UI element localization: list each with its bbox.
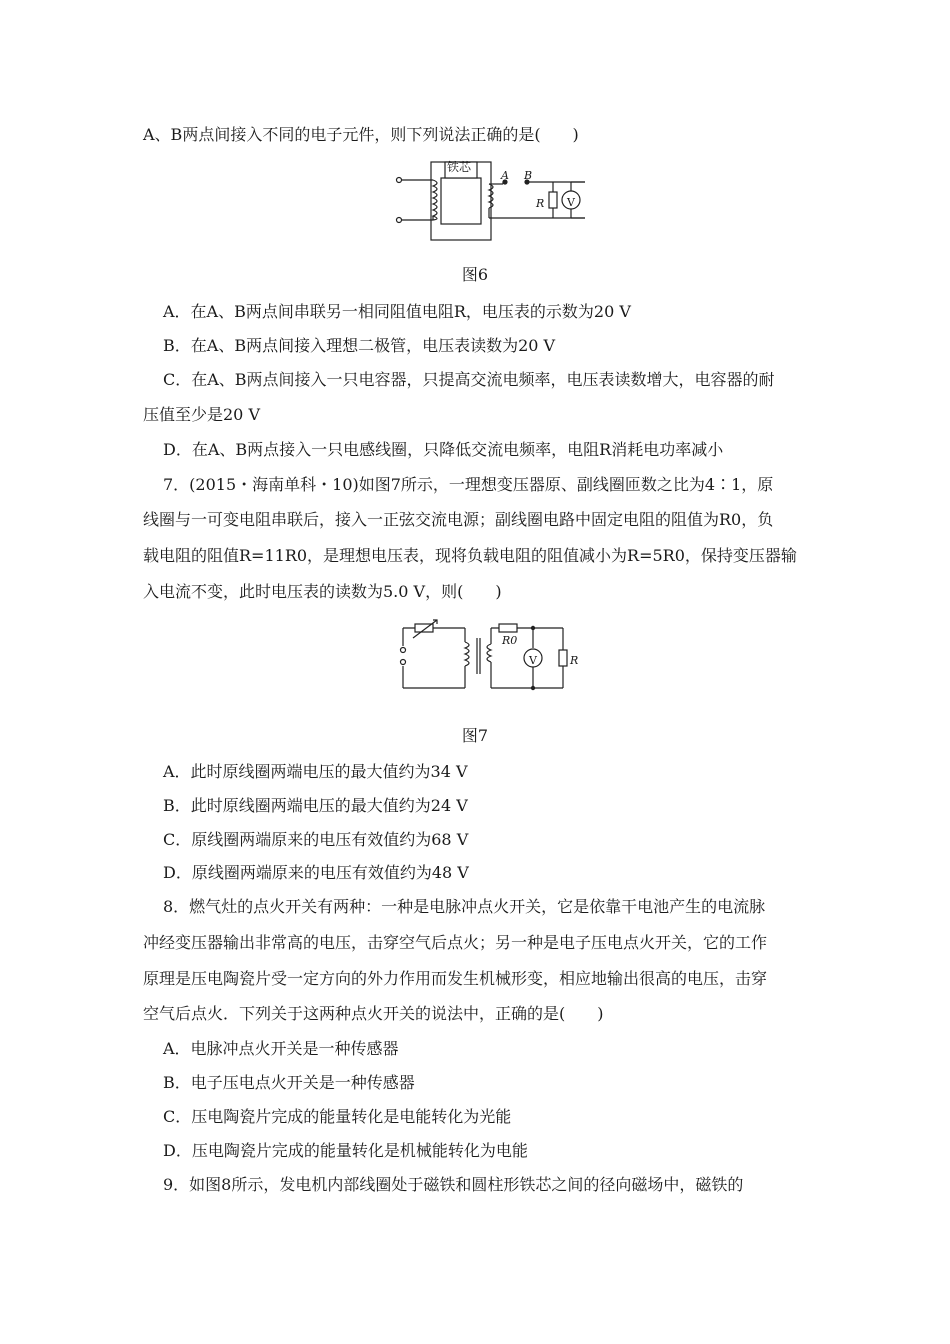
q6-option-d: D．在A、B两点接入一只电感线圈，只降低交流电频率，电阻R消耗电功率减小 bbox=[163, 440, 724, 459]
load-r-label: R bbox=[570, 654, 579, 667]
q7-option-c: C．原线圈两端原来的电压有效值约为68 V bbox=[163, 830, 469, 849]
terminal-b-label: B bbox=[524, 169, 533, 182]
q8-stem-line2: 冲经变压器输出非常高的电压，击穿空气后点火；另一种是电子压电点火开关，它的工作 bbox=[143, 933, 768, 952]
q7-stem-line2: 线圈与一可变电阻串联后，接入一正弦交流电源；副线圈电路中固定电阻的阻值为R0，负 bbox=[143, 510, 774, 529]
q7-option-b: B．此时原线圈两端电压的最大值约为24 V bbox=[163, 796, 468, 815]
q7-stem-line1: 7．(2015・海南单科・10)如图7所示，一理想变压器原、副线圈匝数之比为4∶1，原 bbox=[163, 475, 774, 494]
q8-stem-line1: 8．燃气灶的点火开关有两种：一种是电脉冲点火开关，它是依靠干电池产生的电流脉 bbox=[163, 897, 766, 916]
q6-option-b: B．在A、B两点间接入理想二极管，电压表读数为20 V bbox=[163, 336, 556, 355]
figure-6-transformer-circuit bbox=[393, 158, 593, 248]
q8-option-a: A．电脉冲点火开关是一种传感器 bbox=[163, 1039, 399, 1058]
core-label: 铁芯 bbox=[447, 160, 472, 174]
terminal-a-label: A bbox=[501, 169, 509, 182]
q7-stem-line3: 载电阻的阻值R=11R0，是理想电压表，现将负载电阻的阻值减小为R=5R0，保持变压器输 bbox=[143, 546, 797, 565]
q8-option-b: B．电子压电点火开关是一种传感器 bbox=[163, 1073, 415, 1092]
voltmeter-label: V bbox=[567, 196, 575, 209]
q6-option-a: A．在A、B两点间串联另一相同阻值电阻R，电压表的示数为20 V bbox=[163, 302, 631, 321]
q7-stem-line4: 入电流不变，此时电压表的读数为5.0 V，则( ) bbox=[143, 582, 502, 601]
voltmeter-label-fig7: V bbox=[529, 654, 537, 667]
figure-7-caption: 图7 bbox=[461, 726, 489, 745]
q8-option-d: D．压电陶瓷片完成的能量转化是机械能转化为电能 bbox=[163, 1141, 528, 1160]
q9-stem-line1: 9．如图8所示，发电机内部线圈处于磁铁和圆柱形铁芯之间的径向磁场中，磁铁的 bbox=[163, 1175, 744, 1194]
q6-option-c-line1: C．在A、B两点间接入一只电容器，只提高交流电频率，电压表读数增大，电容器的耐 bbox=[163, 370, 775, 389]
figure-7-transformer-circuit bbox=[393, 618, 583, 698]
q8-option-c: C．压电陶瓷片完成的能量转化是电能转化为光能 bbox=[163, 1107, 512, 1126]
q8-stem-line3: 原理是压电陶瓷片受一定方向的外力作用而发生机械形变，相应地输出很高的电压，击穿 bbox=[143, 969, 768, 988]
q7-option-a: A．此时原线圈两端电压的最大值约为34 V bbox=[163, 762, 468, 781]
r0-label: R0 bbox=[502, 634, 518, 647]
q8-stem-line4: 空气后点火．下列关于这两种点火开关的说法中，正确的是( ) bbox=[143, 1004, 604, 1023]
q7-option-d: D．原线圈两端原来的电压有效值约为48 V bbox=[163, 863, 469, 882]
resistor-r-label: R bbox=[536, 197, 545, 210]
figure-6-caption: 图6 bbox=[461, 265, 489, 284]
q6-option-c-line2: 压值至少是20 V bbox=[143, 405, 261, 424]
q6-intro: A、B两点间接入不同的电子元件，则下列说法正确的是( ) bbox=[143, 125, 579, 144]
